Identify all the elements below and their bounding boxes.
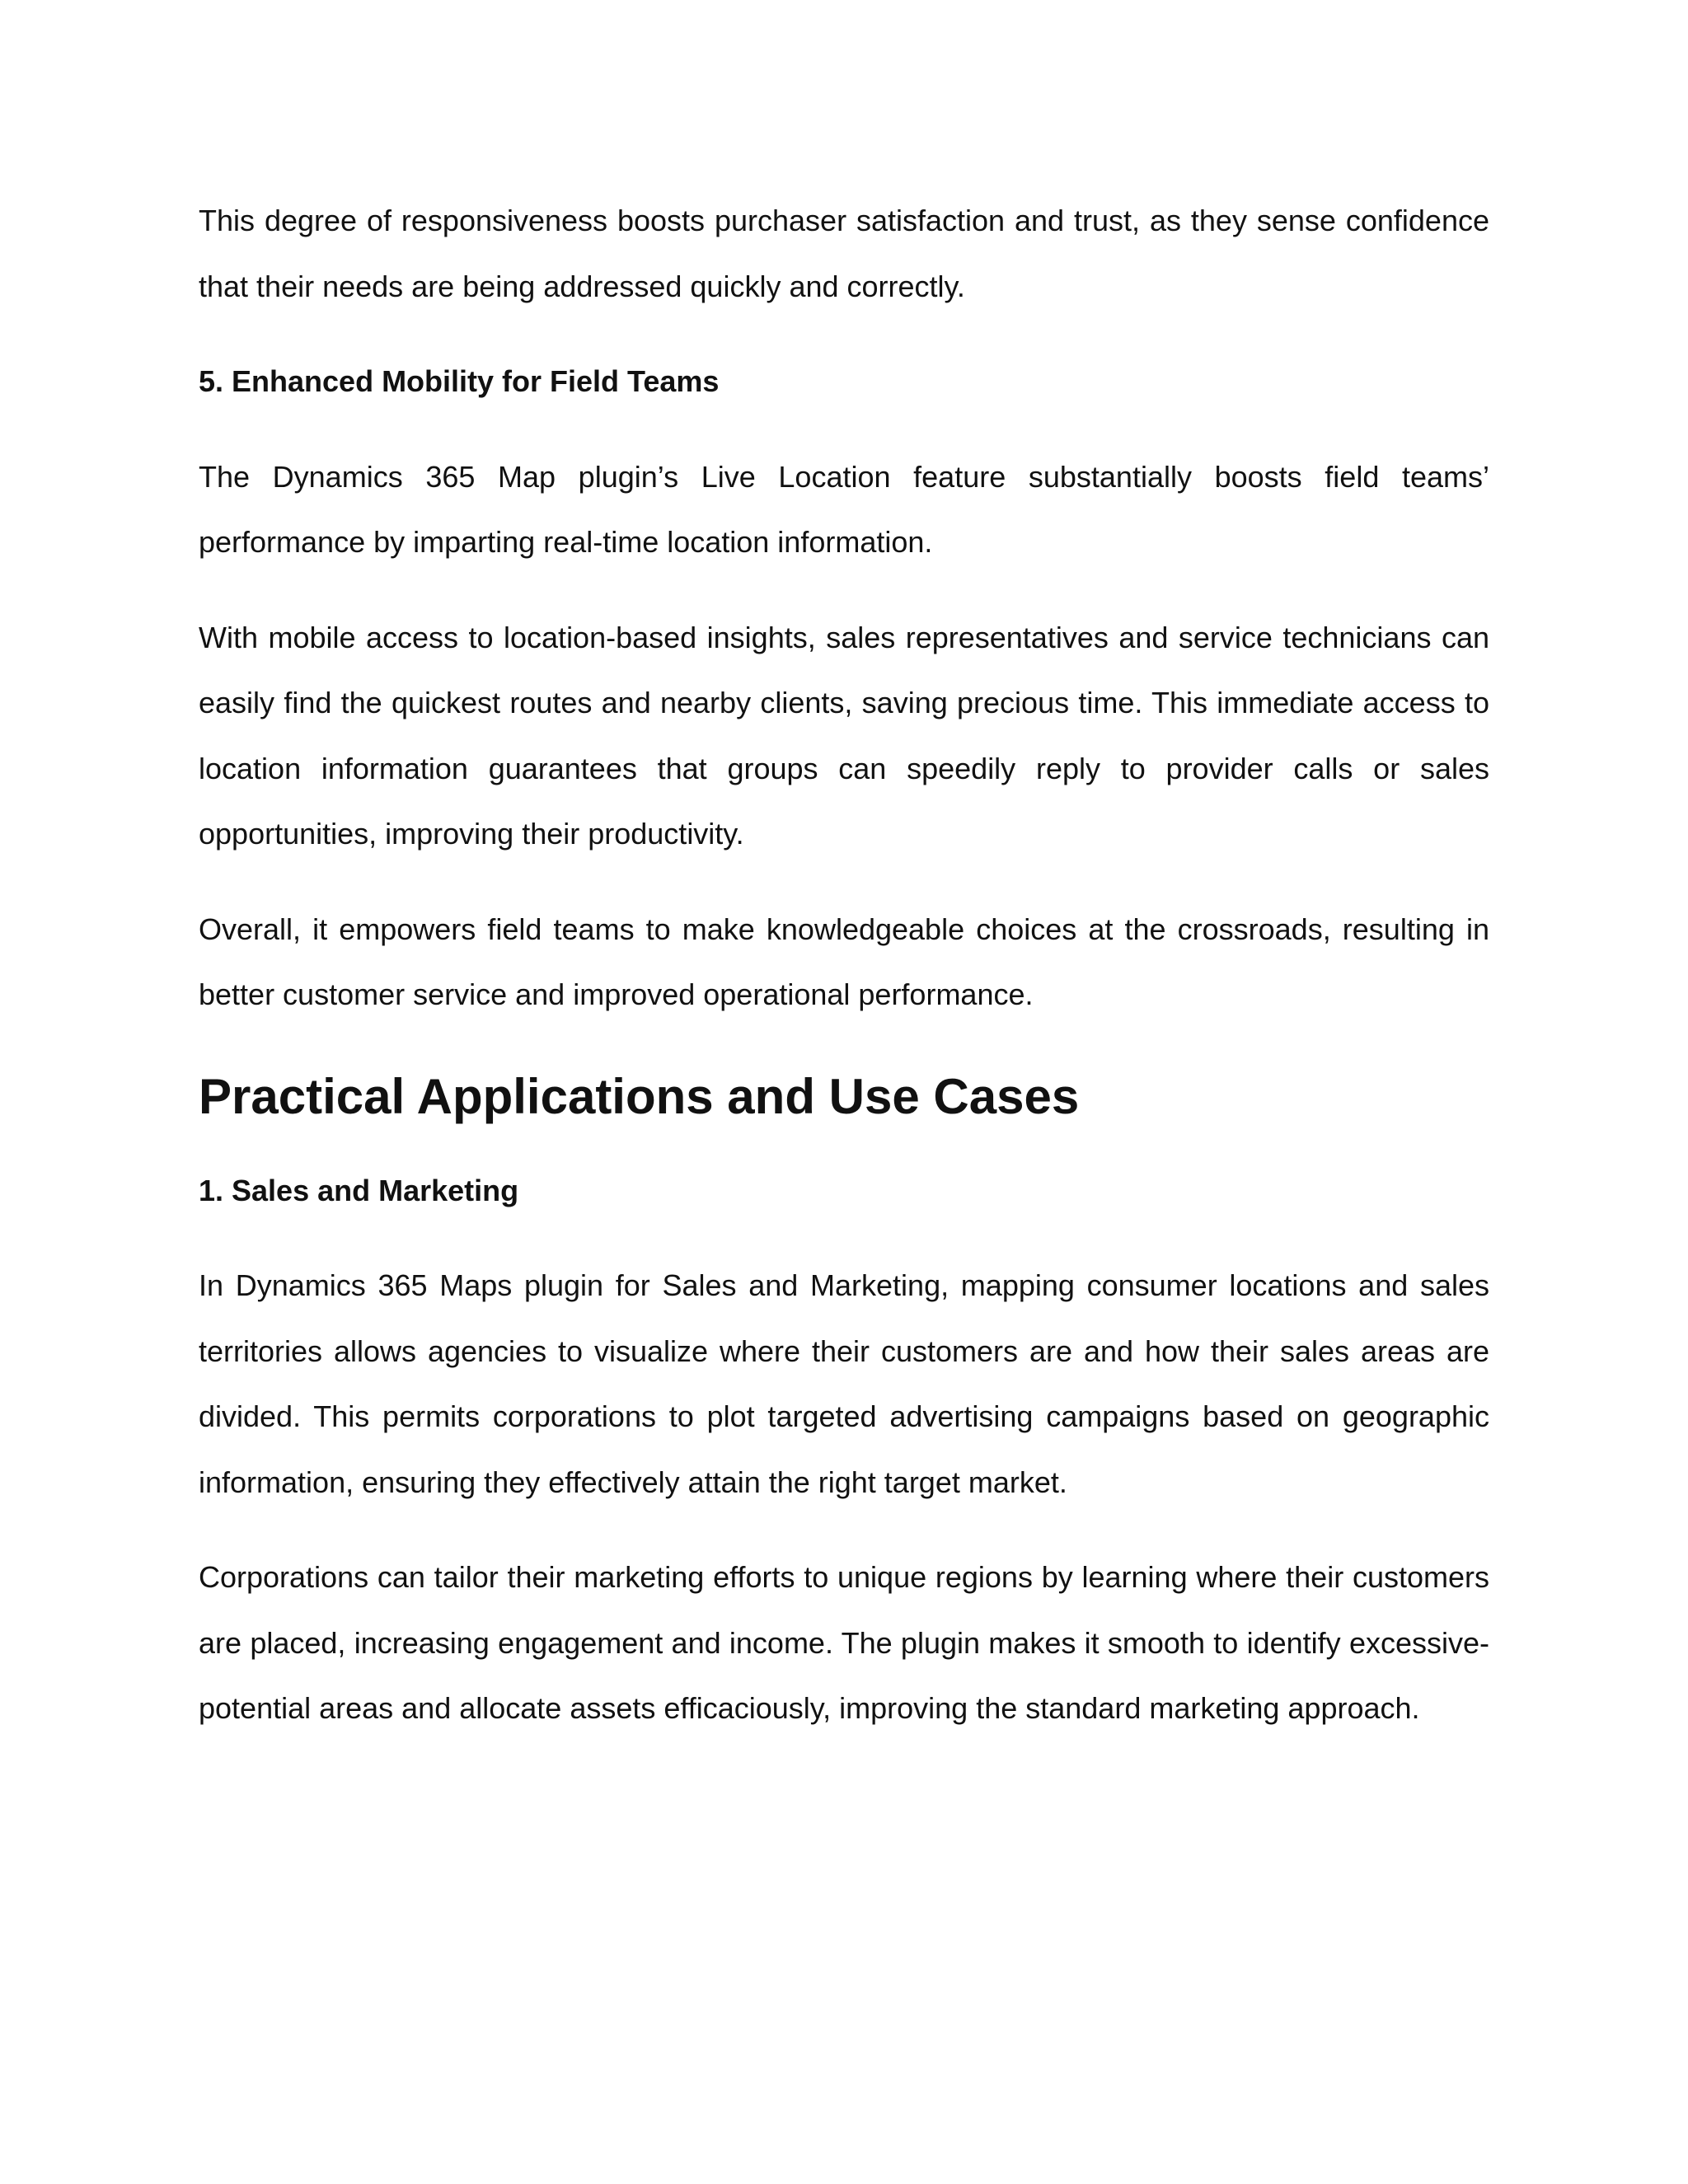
paragraph-live-location: The Dynamics 365 Map plugin’s Live Location feature substantially boosts field teams’ performance by imparting real-time location information. (199, 459, 1489, 559)
paragraph-responsiveness: This degree of responsiveness boosts purchaser satisfaction and trust, as they sense confidence that their needs are being addressed quickly and correctly. (199, 204, 1489, 303)
paragraph-mobile-access: With mobile access to location-based insights, sales representatives and service technicians can easily find the quickest routes and nearby clients, saving precious time. This immediate access to location information guarantees that groups can speedily reply to provider calls or sales opportunities, improving their productivity. (199, 620, 1489, 851)
subheading-enhanced-mobility: 5. Enhanced Mobility for Field Teams (199, 364, 720, 398)
section-title-practical-applications: Practical Applications and Use Cases (199, 1068, 1080, 1124)
subheading-sales-marketing: 1. Sales and Marketing (199, 1173, 519, 1207)
paragraph-sales-marketing: In Dynamics 365 Maps plugin for Sales and Marketing, mapping consumer locations and sales territories allows agencies to visualize where their customers are and how their sales areas are divided. This permits corporations to plot targeted advertising campaigns based on geographic information, ensuring they effectively attain the right target market. (199, 1268, 1489, 1499)
document-body (199, 188, 1489, 1771)
paragraph-corporations: Corporations can tailor their marketing efforts to unique regions by learning where their customers are placed, increasing engagement and income. The plugin makes it smooth to identify excessive-potential areas and allocate assets efficaciously, improving the standard marketing approach. (199, 1560, 1489, 1725)
paragraph-overall: Overall, it empowers field teams to make knowledgeable choices at the crossroads, resulting in better customer service and improved operational performance. (199, 912, 1489, 1011)
